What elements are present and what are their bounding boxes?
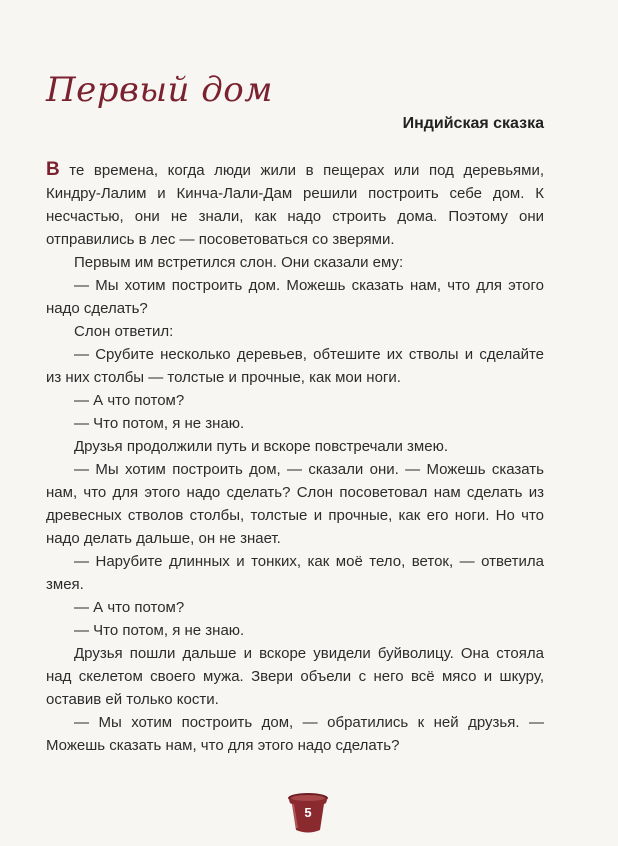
page-number: 5 <box>304 805 312 820</box>
page-title: Первый дом <box>46 70 273 110</box>
story-paragraph: — Срубите несколько деревьев, обтешите их стволы и сделайте из них столбы — толстые и прочные, как мои ноги. <box>46 346 544 386</box>
page-number-pot <box>285 790 331 836</box>
story-paragraph: Первым им встретился слон. Они сказали ему: <box>74 254 404 271</box>
story-text <box>46 158 544 757</box>
story-paragraph: Друзья пошли дальше и вскоре увидели буйволицу. Она стояла над скелетом своего мужа. Звери объели с него всё мясо и шкуру, оставив ей только кости. <box>46 645 544 708</box>
drop-cap: В <box>46 159 60 180</box>
story-paragraph: — Мы хотим построить дом, — сказали они. — Можешь сказать нам, что для этого надо сделать? Слон посоветовал нам сделать из древесных стволов столбы, толстые и прочные, как его ноги. Но что надо делать дальше, он не знает. <box>46 461 544 547</box>
story-paragraph: — Что потом, я не знаю. <box>74 415 245 432</box>
story-paragraph: — Что потом, я не знаю. <box>74 622 245 639</box>
story-paragraph: — Мы хотим построить дом, — обратились к ней друзья. — Можешь сказать нам, что для этого надо сделать? <box>46 714 544 754</box>
story-paragraph: — Нарубите длинных и тонких, как моё тело, веток, — ответила змея. <box>46 553 544 593</box>
story-paragraph <box>46 158 544 251</box>
story-paragraph: Слон ответил: <box>74 323 174 340</box>
story-paragraph: Друзья продолжили путь и вскоре повстречали змею. <box>74 438 448 455</box>
story-paragraph: — Мы хотим построить дом. Можешь сказать нам, что для этого надо сделать? <box>46 277 544 317</box>
story-paragraph: — А что потом? <box>74 392 185 409</box>
first-paragraph-text: те времена, когда люди жили в пещерах или под деревьями, Киндру-Лалим и Кинча-Лали-Дам решили построить себе дом. К несчастью, они не знали, как надо строить дома. Поэтому они отправились в лес — посоветоваться со зверями. <box>46 162 544 248</box>
page-subtitle: Индийская сказка <box>402 115 544 132</box>
story-paragraph: — А что потом? <box>74 599 185 616</box>
